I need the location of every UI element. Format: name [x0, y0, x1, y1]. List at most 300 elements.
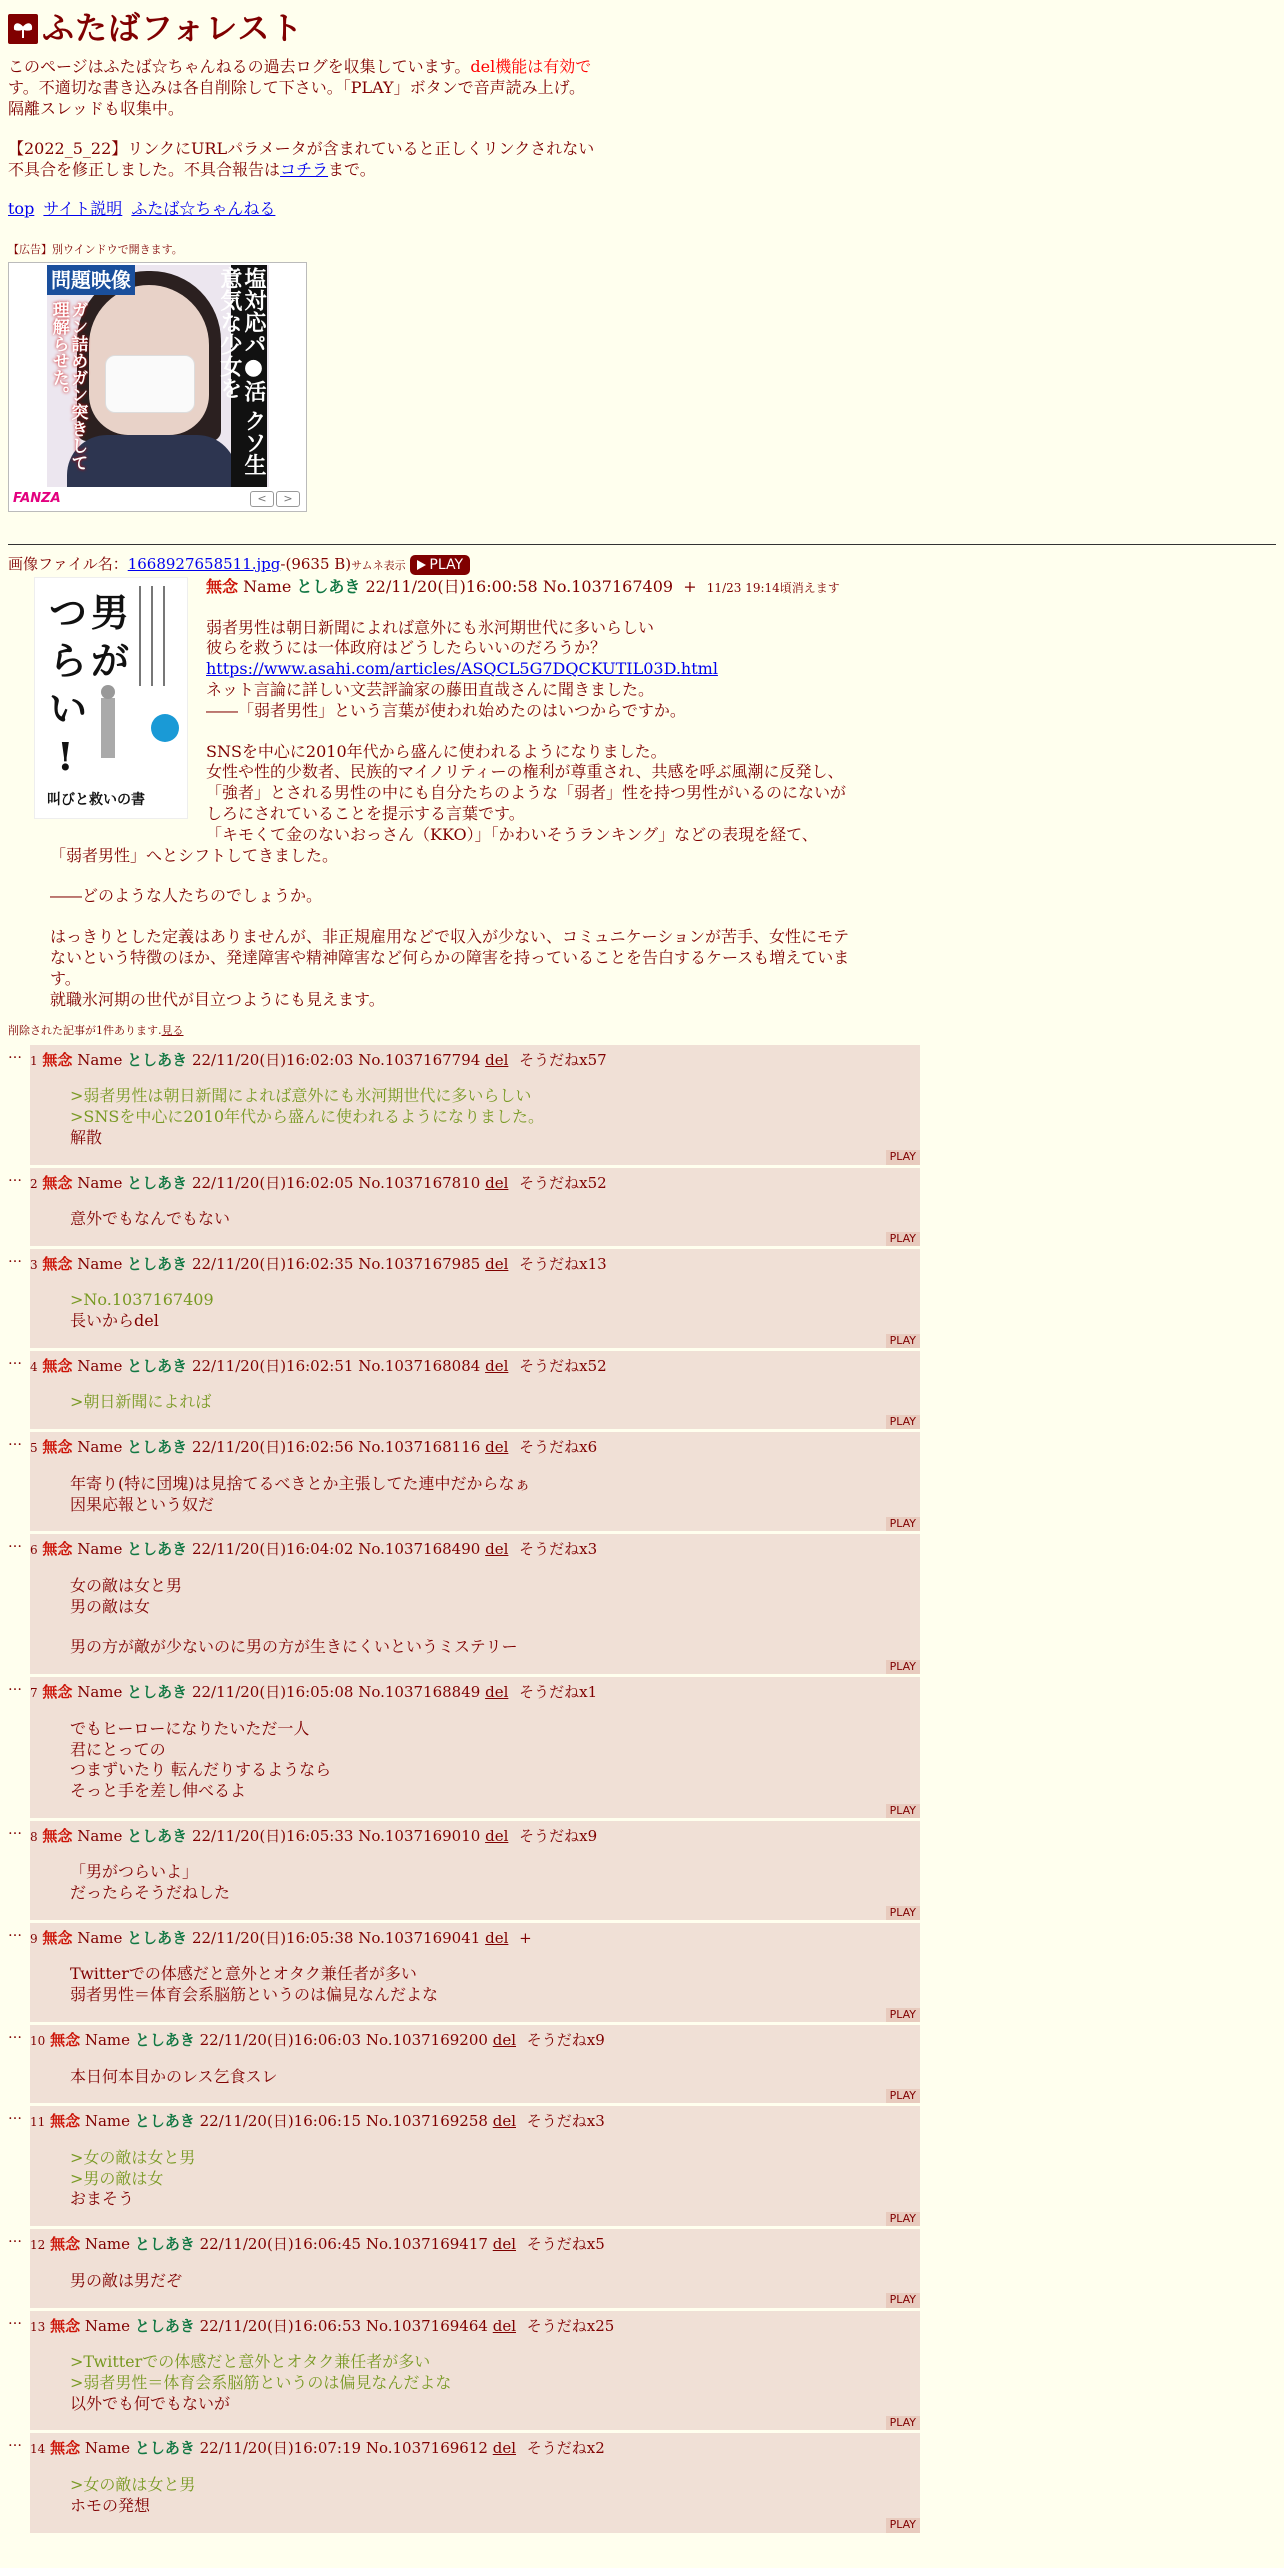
reply-subject: 無念 [42, 1540, 73, 1559]
reply-name-label: Name [77, 1173, 123, 1192]
reply-sodane-button[interactable]: + [519, 1928, 532, 1947]
reply-del-button[interactable]: del [485, 1173, 509, 1192]
reply-name: としあき [127, 1540, 188, 1559]
reply-datetime: 22/11/20(日)16:02:03 [191, 1050, 354, 1069]
reply-post [30, 1821, 920, 1920]
reply-line: ホモの発想 [70, 2495, 151, 2515]
reply-body [70, 2067, 920, 2088]
show-deleted-link[interactable]: 見る [161, 1024, 184, 1038]
reply-dots-icon: … [8, 2107, 21, 2124]
reply-dots-icon: … [8, 1678, 21, 1695]
reply-subject: 無念 [42, 1683, 73, 1702]
blank-line [70, 1617, 920, 1637]
op-line: 「キモくて金のないおっさん（KKO）」「かわいそうランキング」などの表現を経て、 [206, 824, 818, 844]
reply-body [70, 1576, 920, 1658]
blank-line [50, 866, 860, 886]
reply-play-button[interactable]: PLAY [886, 2008, 920, 2022]
op-body-continued [50, 846, 860, 1011]
reply-play-button[interactable]: PLAY [886, 2293, 920, 2307]
ad-prev-button[interactable]: < [250, 491, 274, 507]
reply-line: 君にとっての [70, 1739, 166, 1759]
reply-index: 13 [30, 2319, 46, 2334]
reply-sodane-button[interactable]: そうだねx3 [526, 2112, 605, 2131]
reply-del-button[interactable]: del [492, 2235, 517, 2254]
reply-number: No.1037169258 [365, 2112, 488, 2131]
reply-del-button[interactable]: del [492, 2112, 517, 2131]
separator [8, 544, 1276, 545]
reply-post [30, 1677, 920, 1818]
reply-index: 12 [30, 2238, 46, 2253]
reply-row [8, 2311, 1276, 2431]
reply-row [8, 1677, 1276, 1818]
reply-header [30, 1540, 920, 1560]
reply-sodane-button[interactable]: そうだねx5 [526, 2235, 605, 2254]
reply-name: としあき [134, 2112, 195, 2131]
reply-index: 2 [30, 1176, 38, 1191]
reply-subject: 無念 [42, 1826, 73, 1845]
reply-subject: 無念 [42, 1356, 73, 1375]
reply-name-label: Name [84, 2316, 131, 2335]
reply-name-label: Name [84, 2439, 131, 2458]
reply-sodane-button[interactable]: そうだねx25 [526, 2316, 615, 2335]
reply-quote-line: >男の敵は女 [70, 2168, 164, 2188]
reply-header [30, 2112, 920, 2132]
reply-index: 14 [30, 2442, 46, 2457]
reply-header [30, 2439, 920, 2459]
reply-header [30, 1255, 920, 1275]
reply-play-button[interactable]: PLAY [886, 1906, 920, 1920]
reply-name: としあき [127, 1173, 188, 1192]
notice-text-a: 【2022_5_22】リンクにURLパラメータが含まれていると正しくリンクされない不 [8, 138, 595, 179]
reply-datetime: 22/11/20(日)16:06:53 [199, 2316, 362, 2335]
reply-number: No.1037169200 [365, 2031, 488, 2050]
reply-quote-line: >朝日新聞によれば [70, 1392, 212, 1412]
op-post [8, 575, 1276, 1011]
reply-line: Twitterでの体感だと意外とオタク兼任者が多い [70, 1964, 417, 1984]
site-notice [8, 139, 598, 181]
reply-body [70, 1862, 920, 1904]
reply-play-button[interactable]: PLAY [886, 2518, 920, 2532]
intro-text-a: このページはふたば☆ちゃんねるの過去ログを収集しています。 [8, 56, 471, 76]
reply-header [30, 2317, 920, 2337]
reply-body [70, 1209, 920, 1230]
reply-play-button[interactable]: PLAY [886, 1517, 920, 1531]
reply-del-button[interactable]: del [492, 2439, 517, 2458]
reply-line: つまずいたり 転んだりするようなら [70, 1760, 332, 1780]
reply-dots-icon: … [8, 1535, 21, 1552]
reply-del-button[interactable]: del [492, 2316, 517, 2335]
reply-play-button[interactable]: PLAY [886, 1660, 920, 1674]
reply-del-button[interactable]: del [485, 1050, 509, 1069]
reply-index: 10 [30, 2034, 46, 2049]
reply-quote-line: >女の敵は女と男 [70, 2147, 196, 2167]
reply-index: 4 [30, 1359, 38, 1374]
reply-sodane-button[interactable]: そうだねx6 [519, 1438, 598, 1457]
reply-line: でもヒーローになりたいただ一人 [70, 1718, 310, 1738]
reply-row [8, 1432, 1276, 1531]
svg-text:ら: ら [49, 637, 88, 683]
reply-row [8, 1821, 1276, 1920]
reply-datetime: 22/11/20(日)16:02:51 [191, 1356, 354, 1375]
reply-name: としあき [127, 1928, 188, 1947]
reply-line: 弱者男性＝体育会系脳筋というのは偏見なんだよな [70, 1985, 439, 2005]
reply-dots-icon: … [8, 2026, 21, 2043]
reply-datetime: 22/11/20(日)16:02:35 [191, 1254, 354, 1273]
reply-line: 因果応報という奴だ [70, 1494, 215, 1514]
svg-text:!: ! [57, 733, 74, 779]
ad-vertical-text-left: ガン詰めガン突きして理解らせた。 [48, 300, 88, 471]
reply-header [30, 2235, 920, 2255]
reply-body [70, 1719, 920, 1802]
deleted-info [8, 1024, 1276, 1038]
site-intro [8, 56, 598, 119]
reply-post [30, 1168, 920, 1246]
reply-dots-icon: … [8, 1168, 21, 1185]
reply-post [30, 1432, 920, 1531]
reply-datetime: 22/11/20(日)16:06:03 [199, 2031, 362, 2050]
reply-line: 男の方が敵が少ないのに男の方が生きにくいというミステリー [70, 1637, 518, 1657]
reply-body [70, 2271, 920, 2292]
reply-header [30, 1438, 920, 1458]
reply-dots-icon: … [8, 1351, 21, 1368]
reply-line: そっと手を差し伸べるよ [70, 1781, 247, 1801]
op-line: ないという特徴のほか、発達障害や精神障害など何らかの障害を持っていることを告白するケースも増えていま [50, 947, 850, 967]
reply-dots-icon: … [8, 2434, 21, 2451]
reply-index: 6 [30, 1543, 38, 1558]
reply-line: 解散 [70, 1127, 103, 1147]
reply-play-button[interactable]: PLAY [886, 1150, 920, 1164]
ad-tag: 問題映像 [47, 265, 135, 295]
reply-post [30, 1534, 920, 1674]
reply-dots-icon: … [8, 1433, 21, 1450]
reply-header [30, 1683, 920, 1703]
reply-row [8, 2106, 1276, 2226]
reply-name-label: Name [77, 1540, 123, 1559]
reply-del-button[interactable]: del [485, 1540, 509, 1559]
reply-number: No.1037167810 [358, 1173, 481, 1192]
reply-play-button[interactable]: PLAY [886, 2416, 920, 2430]
ad-next-button[interactable]: > [276, 491, 300, 507]
reply-subject: 無念 [50, 2112, 81, 2131]
ad-brand-logo: FANZA [13, 490, 61, 506]
reply-quote-line: >女の敵は女と男 [70, 2474, 196, 2494]
reply-number: No.1037168849 [358, 1683, 481, 1702]
reply-name-label: Name [84, 2031, 131, 2050]
op-play-button[interactable] [410, 555, 470, 575]
reply-body [70, 1474, 920, 1516]
reply-index: 9 [30, 1931, 38, 1946]
svg-text:つ: つ [49, 589, 88, 635]
reply-body [70, 1964, 920, 2006]
reply-index: 3 [30, 1257, 38, 1272]
op-name-label: Name [243, 576, 292, 596]
blank-line [206, 722, 866, 742]
reply-quote-line: >弱者男性＝体育会系脳筋というのは偏見なんだよな [70, 2372, 452, 2392]
svg-text:叫びと救いの書: 叫びと救いの書 [47, 791, 145, 808]
op-text-area [206, 575, 866, 846]
reply-index: 11 [30, 2115, 46, 2130]
reply-sodane-button[interactable]: そうだねx9 [519, 1826, 598, 1845]
reply-name: としあき [134, 2235, 195, 2254]
reply-number: No.1037168084 [358, 1356, 481, 1375]
nav-link-futaba[interactable]: ふたば☆ちゃんねる [131, 198, 276, 218]
ad-label: 【広告】別ウインドウで開きます。 [8, 243, 183, 257]
reply-dots-icon: … [8, 1821, 21, 1838]
reply-number: No.1037169010 [358, 1826, 481, 1845]
reply-body [70, 2352, 920, 2414]
reply-row [8, 2229, 1276, 2307]
reply-number: No.1037169041 [358, 1928, 481, 1947]
reply-subject: 無念 [42, 1438, 73, 1457]
play-icon [415, 559, 427, 571]
reply-name-label: Name [77, 1438, 123, 1457]
reply-sodane-button[interactable]: そうだねx13 [519, 1254, 607, 1273]
reply-post [30, 1045, 920, 1165]
reply-name-label: Name [77, 1050, 123, 1069]
reply-name: としあき [127, 1683, 188, 1702]
intro-text-b: す。不適切な書き込みは各自削除して下さい。「PLAY」ボタンで音声読み上げ。 [8, 77, 585, 97]
reply-name: としあき [134, 2316, 195, 2335]
reply-dots-icon: … [8, 2230, 21, 2247]
reply-line: だったらそうだねした [70, 1883, 231, 1903]
reply-sodane-button[interactable]: そうだねx52 [519, 1173, 607, 1192]
op-line: 「弱者男性」へとシフトしてきました。 [50, 845, 339, 865]
op-name: としあき [296, 576, 361, 596]
reply-post [30, 2433, 920, 2532]
reply-row [8, 1168, 1276, 1246]
reply-datetime: 22/11/20(日)16:02:56 [191, 1438, 354, 1457]
reply-name-label: Name [77, 1683, 123, 1702]
op-line: ネット言論に詳しい文芸評論家の藤田直哉さんに聞きました。 [206, 679, 655, 699]
op-line: 女性や性的少数者、民族的マイノリティーの権利が尊重され、共感を呼ぶ風潮に反発し、 [206, 762, 844, 782]
bug-report-link[interactable]: コチラ [280, 159, 329, 179]
reply-del-button[interactable]: del [485, 1826, 509, 1845]
reply-datetime: 22/11/20(日)16:04:02 [191, 1540, 354, 1559]
reply-post [30, 2025, 920, 2103]
reply-dots-icon: … [8, 1923, 21, 1940]
op-subject: 無念 [206, 576, 239, 596]
reply-quote-line: >No.1037167409 [70, 1290, 214, 1310]
reply-body [70, 1392, 920, 1413]
reply-number: No.1037169417 [365, 2235, 488, 2254]
reply-line: 以外でも何でもないが [70, 2393, 231, 2413]
reply-line: 本日何本目かのレス乞食スレ [70, 2066, 278, 2086]
reply-play-button[interactable]: PLAY [886, 2212, 920, 2226]
op-sodane-button[interactable]: + [683, 576, 697, 596]
op-line: しろにされていることを提示する言葉です。 [206, 803, 525, 823]
op-expire: 11/23 19:14頃消えます [706, 580, 840, 595]
ad-banner[interactable] [8, 262, 307, 512]
reply-name: としあき [127, 1254, 188, 1273]
op-file-link[interactable]: 1668927658511.jpg [127, 554, 281, 573]
reply-post [30, 1923, 920, 2022]
reply-number: No.1037169464 [365, 2316, 488, 2335]
reply-name: としあき [134, 2439, 195, 2458]
reply-name: としあき [127, 1050, 188, 1069]
ad-image[interactable] [47, 265, 269, 487]
reply-index: 7 [30, 1686, 38, 1701]
reply-subject: 無念 [42, 1254, 73, 1273]
reply-row [8, 1534, 1276, 1674]
reply-quote-line: >弱者男性は朝日新聞によれば意外にも氷河期世代に多いらしい [70, 1086, 532, 1106]
reply-number: No.1037169612 [365, 2439, 488, 2458]
reply-body [70, 2475, 920, 2517]
reply-sodane-button[interactable]: そうだねx9 [526, 2031, 605, 2050]
svg-text:い: い [49, 685, 88, 731]
intro-del-notice: del機能は有効で [470, 56, 592, 76]
op-line: 就職氷河期の世代が目立つようにも見えます。 [50, 989, 385, 1009]
reply-post [30, 2229, 920, 2307]
reply-index: 1 [30, 1053, 38, 1068]
reply-quote-line: >Twitterでの体感だと意外とオタク兼任者が多い [70, 2352, 431, 2372]
notice-text-b: 具合を修正しました。不具合報告は [24, 159, 281, 179]
reply-header [30, 2031, 920, 2051]
reply-subject: 無念 [50, 2439, 81, 2458]
reply-play-button[interactable]: PLAY [886, 1232, 920, 1246]
reply-line: おまそう [70, 2189, 135, 2209]
reply-name-label: Name [77, 1254, 123, 1273]
nav-link-about[interactable]: サイト説明 [43, 198, 123, 218]
op-line: 「強者」とされる男性の中にも自分たちのような「弱者」性を持つ男性がいるのにないが [206, 783, 847, 803]
op-line: SNSを中心に2010年代から盛んに使われるようになりました。 [206, 741, 667, 761]
reply-play-button[interactable]: PLAY [886, 1334, 920, 1348]
reply-subject: 無念 [50, 2316, 81, 2335]
reply-play-button[interactable]: PLAY [886, 1804, 920, 1818]
reply-header [30, 1827, 920, 1847]
reply-sodane-button[interactable]: そうだねx52 [519, 1356, 607, 1375]
thumb-toggle[interactable]: サムネ表示 [351, 558, 406, 572]
reply-index: 8 [30, 1829, 38, 1844]
reply-post [30, 1249, 920, 1348]
reply-name-label: Name [77, 1928, 123, 1947]
reply-post [30, 1351, 920, 1429]
svg-text:男: 男 [91, 589, 130, 635]
op-body [206, 618, 866, 846]
intro-text-c: 隔離スレッドも収集中。 [8, 98, 184, 118]
ad-vertical-text-right: 塩対応パ●活 クソ生意気な少女を [231, 265, 267, 487]
reply-datetime: 22/11/20(日)16:05:33 [191, 1826, 354, 1845]
nav-links [8, 199, 1276, 220]
reply-del-button[interactable]: del [485, 1254, 509, 1273]
reply-del-button[interactable]: del [485, 1928, 509, 1947]
reply-subject: 無念 [42, 1928, 73, 1947]
op-datetime: 22/11/20(日)16:00:58 [365, 576, 538, 596]
reply-row [8, 1351, 1276, 1429]
reply-del-button[interactable]: del [485, 1438, 509, 1457]
op-line: ――どのような人たちのでしょうか。 [50, 886, 323, 906]
reply-dots-icon: … [8, 2311, 21, 2328]
reply-name-label: Name [77, 1356, 123, 1375]
reply-sodane-button[interactable]: そうだねx57 [519, 1050, 607, 1069]
reply-header [30, 1051, 920, 1071]
reply-line: 男の敵は男だぞ [70, 2270, 183, 2290]
reply-header [30, 1929, 920, 1949]
reply-name: としあき [134, 2031, 195, 2050]
reply-subject: 無念 [42, 1173, 73, 1192]
svg-text:が: が [91, 637, 130, 683]
reply-body [70, 2148, 920, 2210]
reply-name: としあき [127, 1438, 188, 1457]
site-header [8, 8, 1276, 50]
reply-header [30, 1357, 920, 1377]
reply-dots-icon: … [8, 1045, 21, 1062]
op-line: 弱者男性は朝日新聞によれば意外にも氷河期世代に多いらしい [206, 617, 655, 637]
reply-post [30, 2311, 920, 2431]
site-logo-icon [8, 14, 38, 44]
op-url-link[interactable]: https://www.asahi.com/articles/ASQCL5G7DQCKUTIL03D.html [206, 659, 718, 679]
reply-row [8, 2433, 1276, 2532]
reply-line: 年寄り(特に団塊)は見捨てるべきとか主張してた連中だからなぁ [70, 1473, 531, 1493]
reply-del-button[interactable]: del [485, 1683, 509, 1702]
deleted-info-text: 削除された記事が1件あります. [8, 1024, 162, 1038]
op-thumbnail[interactable] [34, 577, 188, 819]
reply-del-button[interactable]: del [485, 1356, 509, 1375]
reply-del-button[interactable]: del [492, 2031, 517, 2050]
op-number: No.1037167409 [542, 576, 674, 596]
reply-header [30, 1174, 920, 1194]
reply-datetime: 22/11/20(日)16:06:15 [199, 2112, 362, 2131]
reply-sodane-button[interactable]: そうだねx1 [519, 1683, 598, 1702]
blank-line [50, 907, 860, 927]
reply-dots-icon: … [8, 1249, 21, 1266]
op-header [206, 577, 866, 598]
reply-index: 5 [30, 1441, 38, 1456]
reply-body [70, 1086, 920, 1148]
reply-play-button[interactable]: PLAY [886, 1415, 920, 1429]
op-play-label: PLAY [429, 556, 463, 573]
notice-text-c: まで。 [328, 159, 376, 179]
reply-row [8, 2025, 1276, 2103]
reply-post [30, 2106, 920, 2226]
reply-datetime: 22/11/20(日)16:02:05 [191, 1173, 354, 1192]
reply-body [70, 1290, 920, 1332]
op-file-size: -(9635 B) [280, 554, 352, 573]
reply-play-button[interactable]: PLAY [886, 2089, 920, 2103]
reply-line: 女の敵は女と男 [70, 1575, 183, 1595]
reply-row [8, 1249, 1276, 1348]
reply-number: No.1037167794 [358, 1050, 481, 1069]
op-line: す。 [50, 968, 81, 988]
nav-link-top[interactable]: top [8, 198, 35, 218]
reply-number: No.1037167985 [358, 1254, 481, 1273]
reply-line: 長いからdel [70, 1311, 159, 1331]
reply-number: No.1037168490 [358, 1540, 481, 1559]
reply-name-label: Name [84, 2235, 131, 2254]
reply-name: としあき [127, 1356, 188, 1375]
reply-subject: 無念 [42, 1050, 73, 1069]
reply-datetime: 22/11/20(日)16:05:38 [191, 1928, 354, 1947]
ad-footer [9, 489, 306, 511]
op-line: 彼らを救うには一体政府はどうしたらいいのだろうか？ [206, 638, 607, 658]
reply-sodane-button[interactable]: そうだねx2 [526, 2439, 605, 2458]
reply-name: としあき [127, 1826, 188, 1845]
op-line: ――「弱者男性」という言葉が使われ始めたのはいつからですか。 [206, 700, 686, 720]
file-label: 画像ファイル名： [8, 554, 128, 573]
reply-subject: 無念 [50, 2235, 81, 2254]
reply-datetime: 22/11/20(日)16:07:19 [199, 2439, 362, 2458]
op-line: はっきりとした定義はありませんが、非正規雇用などで収入が少ない、コミュニケーションが苦手、女性にモテ [50, 927, 850, 947]
reply-name-label: Name [84, 2112, 131, 2131]
site-title: ふたばフォレスト [42, 9, 304, 47]
reply-subject: 無念 [50, 2031, 81, 2050]
reply-row [8, 1923, 1276, 2022]
reply-datetime: 22/11/20(日)16:05:08 [191, 1683, 354, 1702]
reply-line: 意外でもなんでもない [70, 1209, 231, 1229]
reply-line: 「男がつらいよ」 [70, 1862, 199, 1882]
reply-quote-line: >SNSを中心に2010年代から盛んに使われるようになりました。 [70, 1106, 545, 1126]
reply-sodane-button[interactable]: そうだねx3 [519, 1540, 598, 1559]
reply-name-label: Name [77, 1826, 123, 1845]
